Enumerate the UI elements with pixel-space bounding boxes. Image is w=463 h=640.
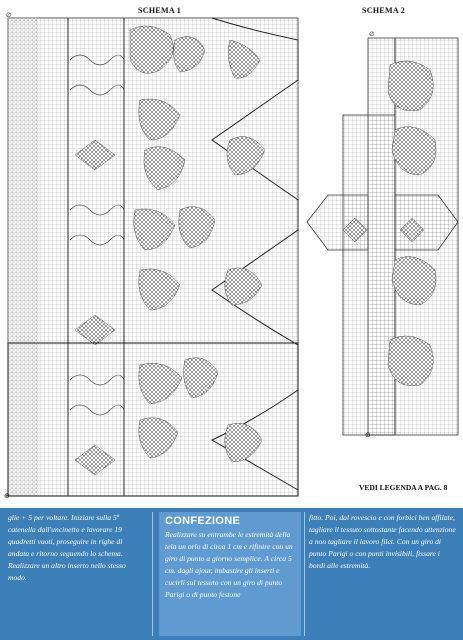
schema-2-chart xyxy=(307,38,458,435)
column-divider xyxy=(304,512,305,636)
start-marker-icon-2: ⊕ xyxy=(365,431,371,439)
schema-1-chart xyxy=(8,18,298,496)
schema-2-title: SCHEMA 2 xyxy=(362,6,406,15)
legend-reference: VEDI LEGENDA A PAG. 8 xyxy=(359,483,448,492)
empty-set-icon: ∅ xyxy=(6,12,12,19)
empty-set-icon-2: ∅ xyxy=(369,31,375,38)
instructions-right: fitto. Poi, dal rovescio e con forbici ben affilate, tagliare il tessuto sottostante facendo attenzione a non tagliare il lavoro filet. Con un giro di punto Parigi o con punti invisibili, fissare i bordi alle estremità. xyxy=(309,513,456,570)
schema-1-title: SCHEMA 1 xyxy=(138,6,182,15)
start-marker-icon: ⊕ xyxy=(4,492,10,500)
instructions-left: glie + 5 per voltare. Iniziare sulla 5ª catenella dall'uncinetto e lavorare 19 quadretti vuoti, proseguire in righe di andata e ritorno seguendo lo schema. Realizzare un altro inserto nello stesso modo. xyxy=(8,513,126,582)
column-divider xyxy=(152,512,153,636)
confezione-title: CONFEZIONE xyxy=(165,515,241,527)
confezione-text: Realizzare su entrambe le estremità della tela un orlo di circa 1 cm e rifinire con un giro di punto a giorno semplice. A circa 5 cm. dagli ajour, imbastire gli inserti e cucirli sul tessuto con un giro di punto Parigi o di punto festone xyxy=(165,530,293,599)
confezione-box xyxy=(159,512,301,636)
